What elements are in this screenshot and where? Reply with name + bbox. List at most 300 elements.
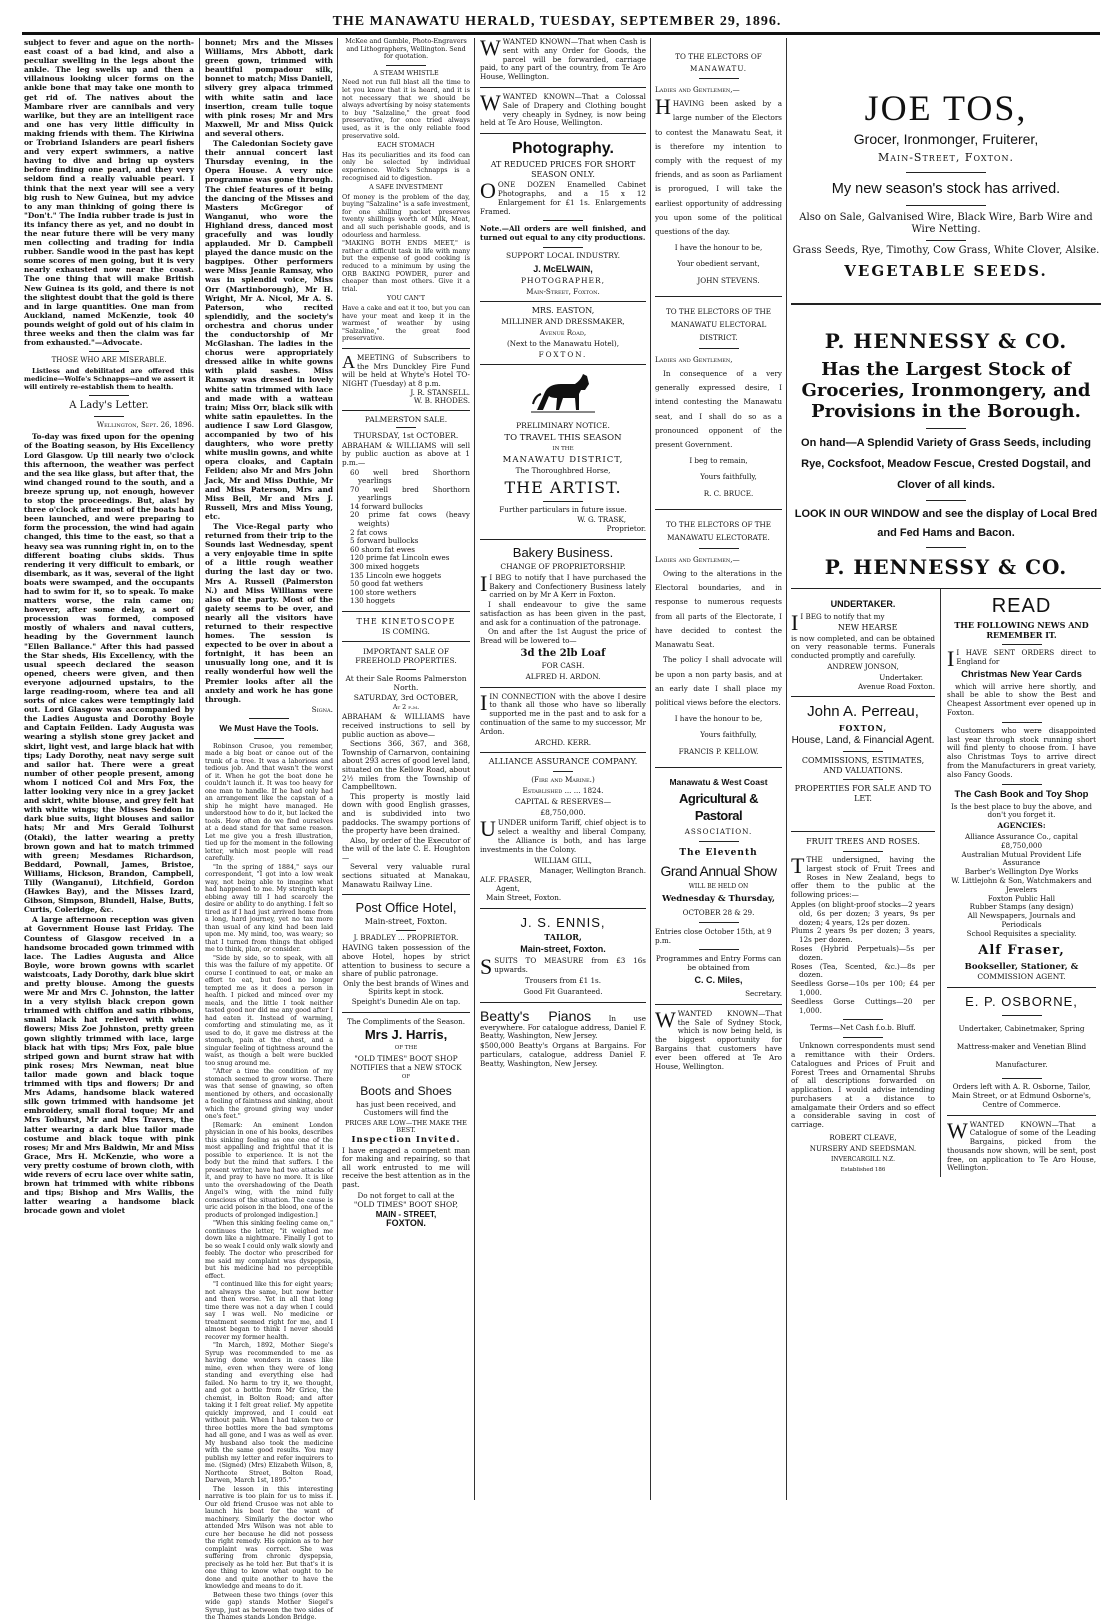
- ad-heading: The Cash Book and Toy Shop: [954, 788, 1089, 800]
- article-heading: A Lady's Letter.: [69, 400, 149, 412]
- separator: [342, 1012, 470, 1013]
- ad-text: WANTED KNOWN—That a Catalogue of some of the Leading Bargains, picked from the thousands now shown, will be sent, post free, on application to Te Aro House, Wellington.: [947, 1119, 1096, 1173]
- ad-text: I shall endeavour to give the same satisfaction as has been given in the past, and ask for a continuation of the patronage.: [480, 600, 646, 627]
- separator: [543, 220, 583, 221]
- list-item: 5 forward bullocks: [350, 536, 419, 546]
- article-text: To-day was fixed upon for the opening of the Boating season, by His Excellency Lord Glasgow. Up till nearly two o'clock this afternoon, the weather was perfect and the sea like glass, but after that, the wind changed round to the south, and a breeze sprung up, not enough, however to stop the proceedings. But, alas! by three o'clock after most of the boats had been launched, and were preparing to form the procession, the wind had again changed, this time to the east, so that a heavy sea was running right in, on to the different boating clubs skids. Thus rendering it very difficult to embark, or disembark, as it was, several of the light boats were swamped, and the occupants had to swim for it, so to speak. To make matters worse, the rain came on; however, after some delay, a sort of procession was formed, composed mostly of whalers and naval cutters, heading by the Government launch "Ellen Ballance." After this had passed the Star sheds, His Excellency, with the usual speech declared the season opened, cheers were given, and then everyone adjourned upstairs, to the large reading-room, where tea and all sorts of nice cakes were temptingly laid out. Lord Glasgow was accompanied by the Ladies Augusta and Dorothy Boyle and Captain Feilden. Lady Augusta was wearing a stylish stone grey jacket and skirt, light vest, and large black hat with tips; Lady Dorothy, neat navy serge suit and sailor hat. There were a great number of other people present, among whom I noticed Col and Mrs Fox, the latter looking very nice in a grey jacket and skirt, white blouse, and grey felt hat with white wings; the Misses Seddon in dark blue suits, light blouses and sailor hats; Mr and Mrs Gerald Tolhurst (Otaki), the latter wearing a pretty brown gown and hat to match trimmed with green; Mesdames Richardson, Beddard, Pownall, James, Bristoe, Williams, Hickson, Brandon, Campbell, Tilly (Wanganui), Litchfield, Gordon (Hawkes Bay), and the Misses Izard, Gibson, Simpson, Blundell, Halse, Butts, Curtis, Coleridge, &c.: [24, 432, 194, 915]
- ad-text: CHANGE OF PROPRIETORSHIP.: [500, 561, 626, 571]
- ad-heading: John A. Perreau,: [807, 703, 919, 721]
- notice-heading: TO THE ELECTORS OF THE MANAWATU ELECTORATE.: [665, 519, 772, 542]
- ad-text: WANTED KNOWN—That when Cash is sent with any Order for Goods, the parcel will be forwarded, carriage paid, to any part of the country, from Te Aro House, Wellington.: [480, 37, 646, 82]
- notice-text: In consequence of a very generally expressed desire, I intend contesting the Manawatu seat, and I shall do so as a pronounced opponent of the present Government.: [655, 369, 782, 450]
- ad-heading: Has the Largest Stock of Groceries, Ironmongery, and Provisions in the Borough.: [801, 359, 1091, 422]
- separator: [791, 303, 1101, 305]
- ad-text: Entries close October 15th, at 9 p.m.: [655, 926, 772, 945]
- ad-text: PRICES ARE LOW—THE MAKE THE BEST.: [345, 1118, 467, 1135]
- ad-heading: Bakery Business.: [512, 544, 614, 560]
- ad-text: SUITS TO MEASURE from £3 16s upwards.: [494, 956, 646, 975]
- separator: [906, 172, 986, 173]
- masthead-rule: [22, 32, 1100, 35]
- ad-text: Main-Street, Foxton.: [878, 151, 1014, 164]
- list-item: 100 store wethers: [350, 587, 417, 597]
- separator: [699, 78, 739, 79]
- ad-heading: THE ARTIST.: [504, 477, 622, 497]
- list-item: 120 prime fat Lincoln ewes: [350, 553, 450, 563]
- ad-heading: The Eleventh: [679, 847, 758, 858]
- signature: Signa.: [311, 704, 333, 714]
- separator: [699, 922, 739, 923]
- list-item: Seedless Gorse Cuttings—20 per 1,000.: [791, 996, 935, 1015]
- ad-heading: P. HENNESSY & CO.: [824, 329, 1068, 353]
- separator: [1002, 1078, 1042, 1079]
- ad-text: Main-Street, Foxton.: [526, 286, 600, 296]
- article-text: "I continued like this for eight years; not always the same, but now better and then worse. Yet in all that long time there was not a day when I could say I was well. No medicine or treatment seemed right for me, and I almost began to think I never should recover my former health.: [205, 1281, 333, 1341]
- signature: Secretary.: [745, 988, 782, 998]
- ad-text: The Thoroughbred Horse,: [515, 465, 611, 475]
- notice-heading: TO THE ELECTORS OF: [675, 52, 762, 61]
- ad-heading: My new season's stock has arrived.: [831, 181, 1061, 197]
- signature: Main Street, Foxton.: [486, 892, 562, 902]
- ad-text: ABRAHAM & WILLIAMS have received instructions to sell by public auction as above—: [342, 712, 470, 739]
- column-rule: [474, 38, 475, 1500]
- article-text: [Remark: An eminent London physician in one of his books, describes this sinking feeling as one one of the most appalling and frightful that it is possible to experience. It is not the body but the mind that suffers. I the present writer, have had two attacks of it, and pray to have no more. It is like unto the overshadowing of the Death Angel's wing, with the mind fully conscious of the situation. The cause is uric acid poison in the blood, one of the products of prolonged indigestion.]: [205, 1121, 333, 1219]
- ad-text: Avenue Road,: [539, 327, 587, 337]
- list-item: 50 good fat wethers: [350, 579, 423, 589]
- ad-text: I BEG to notify that I have purchased the Bakery and Confectionery Business lately carried on by Mr A Kerr in Foxton.: [489, 572, 646, 600]
- separator: [791, 831, 935, 832]
- salutation: Ladies and Gentlemen,—: [655, 554, 740, 564]
- list-item: Barber's Wellington Dye Works: [964, 867, 1079, 877]
- ad-text: I have engaged a competent man for making and repairing, so that all work entrusted to me will receive the best attention as in the past.: [342, 1145, 470, 1189]
- notice-text: I beg to remain,: [689, 456, 748, 466]
- salutation: Ladies and Gentlemen,—: [655, 85, 740, 94]
- separator: [655, 767, 782, 768]
- ad-text: PHOTOGRAPHER,: [520, 275, 606, 285]
- ad-text: Also on Sale, Galvanised Wire, Black Wire, Barb Wire and Wire Netting.: [799, 212, 1093, 235]
- ad-text: McKee and Gamble, Photo-Engravers and Lithographers, Wellington. Send for quotation.: [345, 37, 467, 61]
- ad-text: Sections 366, 367, and 368, Township of Carnarvon, containing about 293 acres of good level land, situated on the Kellow Road, about 2½ miles from the Township of Campbelltown.: [342, 739, 470, 792]
- separator: [89, 351, 129, 352]
- notice-text: Your obedient servant,: [677, 259, 760, 269]
- ad-heading: On hand—A Splendid Variety of Grass Seeds, including Rye, Cocksfoot, Meadow Fescue, Crested Dogstail, and Clover of all kinds.: [801, 437, 1091, 491]
- separator: [926, 428, 966, 429]
- ad-text: FOR CASH.: [541, 661, 585, 671]
- ad-heading: TO TRAVEL THIS SEASON: [504, 433, 622, 444]
- separator: [342, 611, 470, 612]
- list-item: W. Littlejohn & Son, Watchmakers and Jewelers: [951, 875, 1092, 894]
- ad-text: Do not forget to call at the: [357, 1190, 455, 1200]
- ad-text: ABRAHAM & WILLIAMS will sell by public auction as above at 1 p.m.—: [342, 440, 470, 467]
- article-text: The Vice-Regal party who returned from their trip to the Sounds last Wednesday, spent a very enjoyable time in spite of a little rough weather during the last day or two. Mrs A. Russell (Palmerston N.) and Miss Williams were also of the party. Most of the gaiety seems to be over, and nearly all the visitors have returned to their respective homes. The session is expected to be over in about a fortnight, it has been an unusually long one, and it is really wonderful how well the Premier looks after all the anxiety and work he has gone through.: [205, 521, 333, 704]
- ad-text: NOTIFIES that a NEW STOCK: [350, 1063, 462, 1073]
- ad-heading: Alf Fraser,: [978, 942, 1065, 958]
- ad-text: £8,750,000.: [540, 807, 586, 817]
- ad-heading: FRUIT TREES AND ROSES.: [806, 837, 920, 847]
- ad-heading: THE FOLLOWING NEWS AND REMEMBER IT.: [954, 620, 1089, 640]
- column-2: [205, 38, 333, 1622]
- ad-text: Listless and debilitated are offered this medicine—Wolfe's Schnapps—and we assert it will entirely re-establish them to health.: [24, 367, 194, 392]
- separator: [843, 851, 883, 852]
- separator: [480, 687, 646, 688]
- ad-heading: J. S. ENNIS,: [520, 914, 606, 930]
- ad-text: Trousers from £1 1s.: [524, 976, 602, 985]
- article-text: "After a time the condition of my stomach seemed to grow worse. There was that sense of gnawing, so often mentioned by others, and occasionally a feeling of faintness and sinking, about which the ground giving way under one's feet.": [205, 1068, 333, 1121]
- signature: WILLIAM GILL,: [534, 855, 592, 865]
- ad-heading: 3d the 2lb Loaf: [520, 648, 606, 660]
- ad-text: Several very valuable rural sections situated at Manakau, Manawatu Railway Line.: [342, 862, 470, 889]
- signature: ANDREW JONSON,: [827, 661, 899, 671]
- ad-heading: NEW HEARSE: [837, 622, 898, 632]
- column-3: McKee and Gamble, Photo-Engravers and Lithographers, Wellington. Send for quotation. A STEAM WHISTLE Need not run full blast all the time to let you know that it is heard, and it is not necessary that we should be always advertising by noisy statements to buy "Salzaline," the great food preservative, for once tried always used, as it is the only reliable food preservative sold. EACH STOMACH Has its peculiarities and its food can only be selected by individual experience. Wolfe's Schnapps is a recognised aid to digestion. A SAFE INVESTMENT Of money is the problem of the day, buying "Salzaline" is a safe investment, for one shilling packet preserves twenty shillings worth of Milk, Meat, and all such perishable goods, and is odourless and harmless. "MAKING BOTH ENDS MEET," is rather a difficult task in life with many but the expense of good cooking is reduced to a minimum by using the ORB BAKING POWDER, purer and cheaper than most others. Give it a trial. YOU CAN'T Have a cake and eat it too, but you can have your meat and keep it in the warmest of weather by using "Salzaline," the great food preservative. AMEETING of Subscribers to the Mrs Dunckley Fire Fund will be held at Whyte's Hotel TO-NIGHT (Tuesday) at 8 p.m. J. R. STANSELL. W. B. RHODES. PALMERSTON SALE. THURSDAY, 1st OCTOBER. ABRAHAM & WILLIAMS will sell by public auction as above at 1 p.m.— 60 well bred Shorthorn yearlings 70 well bred Shorthorn yearlings 14 forward bullocks 20 prime fat cows (heavy weights) 2 fat cows 5 forward bullocks 60 shorn fat ewes 120 prime fat Lincoln ewes 300 mixed hoggets 135 Lincoln ewe hoggets 50 good fat wethers 100 store wethers 130 hoggets THE KINETOSCOPE IS COMING. IMPORTANT SALE OF FREEHOLD PROPERTIES. At their Sale Rooms Palmerston North. SATURDAY, 3rd OCTOBER, At 2 p.m. ABRAHAM & WILLIAMS have received instructions to sell by public auction as above— Sections 366, 367, and 368, Township of Carnarvon, containing about 293 acres of good level land, situated on the Kellow Road, about 2½ miles from the Township of Campbelltown. This property is mostly laid down with good English grasses, and is subdivided into two paddocks. The swampy portions of the property have been drained. Also, by order of the Executor of the will of the late C. E. Houghton— Several very valuable rural sections situated at Manakau, Manawatu Railway Line. Post Office Hotel, Main-street, Foxton. J. BRADLEY ... PROPRIETOR. HAVING taken possession of the above Hotel, hopes by strict attention to business to secure a share of public patronage. Only the best brands of Wines and Spirits kept in stock. Speight's Dunedin Ale on tap. The Compliments of the Season. Mrs J. Harris, OF THE "OLD TIMES" BOOT SHOP NOTIFIES that a NEW STOCK OF Boots and Shoes has just been received, and Customers will find the PRICES ARE LOW—THE MAKE THE BEST. Inspection Invited. I have engaged a competent man for making and repairing, so that all work entrusted to me will receive the best attention as in the past. Do not forget to call at the "OLD TIMES" BOOT SHOP, MAIN - STREET, FOXTON.: [342, 37, 470, 1229]
- ad-text: Undertaker, Cabinetmaker, Spring Mattress-maker and Venetian Blind Manufacturer.: [956, 1024, 1087, 1070]
- ad-heading: THE KINETOSCOPE: [356, 617, 456, 626]
- ad-text: Terms—Net Cash f.o.b. Bluff.: [810, 1023, 916, 1033]
- separator: [843, 779, 883, 780]
- list-item: Roses (Hybrid Perpetuals)—5s per dozen.: [791, 943, 935, 962]
- signature: JOHN STEVENS.: [697, 275, 760, 285]
- separator: [480, 908, 646, 909]
- separator: [699, 548, 739, 549]
- ad-heading: ASSOCIATION.: [684, 826, 753, 836]
- signature: Established 186: [840, 1167, 886, 1174]
- list-item: 130 hoggets: [350, 596, 395, 606]
- ad-heading: A STEAM WHISTLE: [373, 68, 439, 77]
- signature: C. C. Miles,: [694, 974, 743, 985]
- ad-heading: Grocer, Ironmonger, Fruiterer,: [853, 131, 1039, 147]
- column-rule: [650, 38, 651, 1500]
- notice-heading: TO THE ELECTORS OF THE MANAWATU ELECTORAL DISTRICT.: [665, 306, 772, 342]
- column-5: TO THE ELECTORS OF MANAWATU. Ladies and Gentlemen,— HHAVING been asked by a large number of the Electors to contest the Manawatu Seat, it is therefore my intention to comply with the request of my friends, and as soon as Parliament is prorogued, I will take the earliest opportunity of addressing you upon some of the political questions of the day. I have the honour to be, Your obedient servant, JOHN STEVENS. TO THE ELECTORS OF THE MANAWATU ELECTORAL DISTRICT. Ladies and Gentlemen, In consequence of a very generally expressed desire, I intend contesting the Manawatu seat, and I shall do so as a pronounced opponent of the present Government. I beg to remain, Yours faithfully, R. C. BRUCE. TO THE ELECTORS OF THE MANAWATU ELECTORATE. Ladies and Gentlemen,— Owing to the alterations in the Electoral boundaries, and in response to numerous requests from all parts of the Electorate, I have decided to contest the Manawatu Seat. The policy I shall advocate will be upon a non party basis, and at an early date I shall place my political views before the electors. I have the honour to be, Yours faithfully, FRANCIS P. KELLOW. Manawatu & West Coast Agricultural & Pastoral ASSOCIATION. The Eleventh Grand Annual Show WILL BE HELD ON Wednesday & Thursday, OCTOBER 28 & 29. Entries close October 15th, at 9 p.m. Programmes and Entry Forms can be obtained from C. C. Miles, Secretary. WWANTED KNOWN—That the Sale of Sydney Stock, which is now being held, is the biggest opportunity for Bargains that customers have ever been offered at Te Aro House, Wellington.: [655, 52, 782, 1071]
- article-text: The lesson in this interesting narrative is too plain for us to miss it. Our old friend Crusoe was not able to launch his boat for the want of machinery. Similarly the doctor who attended Mrs Wilson was not able to cure her because he did not possess the right remedy. His opinion as to her complaint was correct. She was suffering from chronic dyspepsia, precisely as he told her. But that's it is one thing to know what ought to be done and quite another to have the knowledge and means to do it.: [205, 1485, 333, 1591]
- separator: [947, 1115, 1096, 1116]
- price-list: [791, 901, 935, 1015]
- separator: [926, 547, 966, 548]
- signature: INVERCARGILL N.Z.: [830, 1155, 896, 1163]
- signature: ARCHD. KERR.: [534, 737, 592, 747]
- ad-heading: MAIN - STREET,: [375, 1209, 437, 1219]
- ad-heading: TAILOR,: [544, 931, 582, 942]
- list-item: Rubber Stamps (any design): [969, 902, 1074, 912]
- ad-text: The Compliments of the Season.: [346, 1016, 466, 1026]
- column-6: [791, 38, 1101, 1500]
- ad-text: MILLINER AND DRESSMAKER,: [501, 317, 625, 327]
- separator: [89, 395, 129, 396]
- ad-heading: J. McELWAIN,: [533, 263, 593, 274]
- ad-text: AT REDUCED PRICES FOR SHORT SEASON ONLY.: [490, 160, 636, 179]
- ad-text: ONE DOZEN Enamelled Cabinet Photographs, and a 15 x 12 Enlargement for £1 1s. Enlargements Framed.: [480, 180, 646, 216]
- ad-heading: Inspection Invited.: [351, 1134, 461, 1145]
- dateline: Wellington, Sept. 26, 1896.: [96, 421, 194, 430]
- signature: ALF. FRASER,: [480, 875, 532, 885]
- horse-icon: [531, 370, 595, 418]
- article-text: "In March, 1892, Mother Siege's Syrup was recommended to me as having done wonders in cases like mine, even when they were of long standing and everything else had failed. No harm to try it, we thought, and got a bottle from Mr Grice, the chemist, in Bolton Road; and after taking it I felt great relief. My appetite quickly improved, and I could eat without pain. When I had taken two or three bottles more the bad symptoms had all gone, and I was as well as ever. My husband also took the medicine with the same good results. You may publish my letter and refer inquirers to me. (Signed) (Mrs) Elizabeth Wilson, 8, Northcote Street, Bolton Road, Darwen, March 1st, 1895.": [205, 1342, 333, 1485]
- separator: [342, 410, 470, 411]
- article-text: subject to fever and ague on the north-east coast of a bad kind, and also a peculiar swelling in the legs about the ankle. The leg swells up and then a villainous looking ulcer forms on the ankle bone that may take one month to get rid of. The natives about the Mambare river are cannibals and very warlike, but they are an intelligent race and one has very little difficulty in making friends with them. The Kiriwina or Trobriand Islanders are pearl fishers and very expert swimmers, a native having to dive and bring up oysters before finding one pearl, and they very seldom find a really valuable pearl. I think that the next year will see a very big rush to New Guinea, but my advice to any man thinking of going there is "Don't." The India rubber trade is just in its infancy there as yet, and no doubt in the near future there will be very many men collecting and trading for india rubber. Sandle wood in the past has kept some scores of men going, but it is very nearly exhausted now near the coast. The one thing that will make British New Guinea is its gold, and there is not the slightest doubt that the gold is there and in large quantities. One man from Auckland, named McKenzie, took 40 pounds weight of gold out of his claim in three weeks and then the claim was far from exhausted."—Advocate.: [24, 38, 194, 348]
- ad-heading: MRS. EASTON,: [531, 306, 595, 316]
- column-6-left: UNDERTAKER. I I BEG to notify that my NEW HEARSE is now completed, and can be obtained on very reasonable terms. Funerals conducted promptly and carefully. ANDREW JONSON, Undertaker. Avenue Road Foxton. John A. Perreau, FOXTON, House, Land, & Financial Agent. COMMISSIONS, ESTIMATES, AND VALUATIONS. PROPERTIES FOR SALE AND TO LET. FRUIT TREES AND ROSES. TTHE undersigned, having the largest stock of Fruit Trees and Roses in New Zealand, begs to offer them to the public at the following prices:— Apples (on blight-proof stocks—2 years old, 6s per dozen; 3 years, 9s per dozen; 4 years, 12s per dozen. Plums 2 years 9s per dozen; 3 years, 12s per dozen. Roses (Hybrid Perpetuals)—5s per dozen. Roses (Tea, Scented, &c.)—8s per dozen. Seedless Gorse—10s per 100; £4 per 1,000. Seedless Gorse Cuttings—20 per 1,000. Terms—Net Cash f.o.b. Bluff. Unknown correspondents must send a remittance with their Orders. Catalogues and Prices of Fruit and Forest Trees and Ornamental Shrubs of all descriptions forwarded on application. I would advise intending purchasers at a distance to amalgamate their Orders and so effect a considerable saving in cost of carriage. ROBERT CLEAVE, NURSERY AND SEEDSMAN. INVERCARGILL N.Z. Established 186: [791, 589, 941, 1177]
- separator: [480, 364, 646, 365]
- ad-text: I BEG to notify that my: [800, 612, 885, 621]
- separator: [94, 416, 124, 417]
- ad-heading: Beatty's Pianos: [480, 1007, 592, 1024]
- list-item: Apples (on blight-proof stocks—2 years old, 6s per dozen; 3 years, 9s per dozen; 4 years, 12s per dozen.: [791, 899, 935, 927]
- article-text: "In the spring of 1884," says our correspondent, "I got into a low weak way, not being able to imagine what had happened to me. My strength kept ebbing away till I had scarcely the desire or ability to do anything. I felt so tired as if I had just arrived home from a long, hard journey, yet no tax more than usual of any kind had been laid upon me. My mind, too, was weary; so that I turned from things that obliged me to think, plan, or consider.: [205, 863, 333, 954]
- ad-heading: AGENCIES:: [997, 821, 1046, 831]
- ad-text: WANTED KNOWN—That the Sale of Sydney Stock, which is now being held, is the biggest opportunity for Bargains that customers have ever been offered at Te Aro House, Wellington.: [655, 1008, 782, 1071]
- ad-heading: ALLIANCE ASSURANCE COMPANY.: [488, 757, 638, 767]
- ad-text: Need not run full blast all the time to let you know that it is heard, and it is not necessary that we should be always advertising by noisy statements to buy "Salzaline," the great food preservative, for once tried always used, as it is the only reliable food preservative sold.: [342, 78, 470, 140]
- column-6-right: READ THE FOLLOWING NEWS AND REMEMBER IT. I I HAVE SENT ORDERS direct to England for Christmas New Year Cards which will arrive here shortly, and shall be able to show the Best and Cheapest Assortment ever opened up in Foxton. Customers who were disappointed last year through stock running short will find plenty to choose from. I have also Christmas Toys to arrive direct from the Manufacturers in great variety, also Fancy Goods. The Cash Book and Toy Shop Is the best place to buy the above, and don't you forget it. AGENCIES: Alliance Assurance Co., capital £8,750,000 Australian Mutual Provident Life Assurance Barber's Wellington Dye Works W. Littlejohn & Son, Watchmakers and Jewelers Foxton Public Hall Rubber Stamps (any design) All Newspapers, Journals and Periodicals School Requisites a speciality. Alf Fraser, Bookseller, Stationer, & COMMISSION AGENT. E. P. OSBORNE, Undertaker, Cabinetmaker, Spring Mattress-maker and Venetian Blind Manufacturer. Orders left with A. R. Osborne, Tailor, Main Street, or at Edmund Osborne's, Centre of Commerce. WWANTED KNOWN—That a Catalogue of some of the Leading Bargains, picked from the thousands now shown, will be sent, post free, on application to Te Aro House, Wellington.: [947, 595, 1096, 1173]
- signature: J. R. STANSELL.: [410, 388, 470, 398]
- separator: [480, 133, 646, 134]
- separator: [342, 641, 470, 642]
- separator: [396, 427, 416, 428]
- list-item: 60 shorn fat ewes: [350, 544, 415, 554]
- separator: [1002, 784, 1042, 785]
- masthead-title: THE MANAWATU HERALD, TUESDAY, SEPTEMBER 29, 1896.: [332, 14, 782, 29]
- list-item: 70 well bred Shorthorn yearlings: [350, 484, 470, 503]
- ad-text: J. BRADLEY ... PROPRIETOR.: [353, 933, 459, 942]
- ad-text: WANTED KNOWN—That a Colossal Sale of Drapery and Clothing bought very cheaply in Sydney, is now being held at Te Aro House, Wellington.: [480, 91, 646, 128]
- ad-text: CAPITAL & RESERVES—: [514, 796, 612, 806]
- ad-text: Of money is the problem of the day, buying "Salzaline" is a safe investment, for one shilling packet preserves twenty shillings worth of Milk, Meat, and all such perishable goods, and is odourless and harmless.: [342, 192, 470, 239]
- ad-text: Speight's Dunedin Ale on tap.: [351, 997, 461, 1006]
- notice-text: The policy I shall advocate will be upon a non party basis, and at an early date I shall place my political views before the electors.: [655, 655, 782, 707]
- ad-text: IN CONNECTION with the above I desire to thank all those who have so liberally supported me in the past and to ask for a continuation of the same to my successor, Mr Ardon.: [480, 691, 646, 736]
- separator: [947, 987, 1096, 988]
- separator: [655, 509, 782, 510]
- ad-heading: LOOK IN OUR WINDOW and see the display of Local Bred and Fed Hams and Bacon.: [794, 508, 1098, 539]
- list-item: Foxton Public Hall: [987, 893, 1056, 903]
- ad-text: Further particulars in future issue.: [499, 504, 627, 514]
- ad-text: WILL BE HELD ON: [688, 882, 749, 890]
- ad-text: In use everywhere. For catalogue address, Daniel F. Beatty, Washington, New Jersey.: [480, 1013, 646, 1041]
- separator: [543, 247, 583, 248]
- list-item: 300 mixed hoggets: [350, 562, 420, 572]
- list-item: 135 Lincoln ewe hoggets: [350, 570, 442, 580]
- separator: [396, 669, 416, 670]
- list-item: Australian Mutual Provident Life Assurance: [961, 849, 1082, 868]
- ad-text: Grass Seeds, Rye, Timothy, Cow Grass, White Clover, Alsike.: [792, 245, 1100, 256]
- column-rule: [337, 38, 338, 1500]
- ad-heading: Post Office Hotel,: [355, 900, 457, 916]
- article-text: A large afternoon reception was given at Government House last Friday. The Countess of Glasgow received in a handsome brocaded gown trimmed with lace. The Ladies Augusta and Alice Boyle, wore brown gowns with scarlet waistcoats, Lady Dorothy, dark blue skirt and pretty blouse. Among the guests were Mr and Mrs C. Johnston, the latter in a very stylish black crepon gown trimmed with chiffon and satin ribbons, small black hat relieved with white flowers; Miss Zoe Johnston, pretty green gown slightly trimmed with lace, large black hat with tips; Mrs Fox, pale blue striped gown and burnt straw hat with pink roses; Mrs Newman, neat blue tailor made gown and black toque trimmed with tips and flowers; Dr and Mrs Adams, handsome black watered silk gown trimmed with handsome jet embroidery, small floral toque; Mr and Mrs Tolhurst, Mr and Mrs Travers, the latter wearing a dark blue tailor made costume and black toque with pink roses; Mr and Mrs Baldwin, Mr and Miss Grace, Mrs H. McKenzie, who wore a very pretty costume of brown cloth, with wide revers of ecru lace over white satin, brown hat trimmed with white ribbons and tips; Bishop and Mrs Wallis, the latter wearing a handsome black brocade gown and violet: [24, 915, 194, 1216]
- ad-heading: Grand Annual Show: [660, 862, 777, 879]
- ad-text: PRELIMINARY NOTICE.: [516, 421, 610, 431]
- separator: [249, 718, 289, 719]
- ad-heading: Manawatu & West Coast: [669, 776, 768, 787]
- signature: ALFRED H. ARDON.: [525, 671, 601, 681]
- ad-text: Good Fit Guaranteed.: [523, 986, 603, 996]
- signature: FRANCIS P. KELLOW.: [678, 746, 759, 756]
- ad-heading: IMPORTANT SALE OF FREEHOLD PROPERTIES.: [355, 647, 457, 666]
- separator: [655, 1004, 782, 1005]
- signature: Manager, Wellington Branch.: [539, 866, 646, 876]
- notice-text: Owing to the alterations in the Electoral boundaries, and in response to numerous requests from all parts of the Electorate, I have decided to contest the Manawatu Seat.: [655, 569, 782, 650]
- signature: W. G. TRASK,: [577, 515, 626, 525]
- ad-heading: UNDERTAKER.: [830, 599, 896, 609]
- notice-text: Yours faithfully,: [700, 730, 757, 740]
- separator: [1002, 722, 1042, 723]
- separator: [386, 65, 426, 66]
- list-item: Roses (Tea, Scented, &c.)—8s per dozen.: [791, 961, 935, 980]
- column-1: [24, 38, 194, 1500]
- signature: NURSERY AND SEEDSMAN.: [809, 1143, 917, 1153]
- article-text: The Caledonian Society gave their annual concert last Thursday evening, in the Opera House. A very nice programme was gone through. The chief features of it being the dancing of the Misses and Masters McGregor of Wanganui, who wore the Highland dress, danced most gracefully and was loudly applauded. Mr D. Campbell played the dance music on the bagpipes. Other performers were Miss Jeanie Ramsay, who was in splendid voice, Miss Orr (Martinborough), Mr H. Wright, Mr A. Nicol, Mr A. S. Paterson, who recited splendidly, and the society's orchestra and chorus under the conductorship of Mr McGlashan. The ladies in the chorus were appropriately dressed alike in white gowns with plaid sashes. Miss Ramsay was dressed in lovely white satin trimmed with lace and made with a watteau train; Miss Orr, black silk with white satin epaulettes. In the audience I saw Lord Glasgow, accompanied by two of his daughters, who wore pretty white muslin gowns, and white opera cloaks, and Captain Feilden; also Mr and Mrs John Jack, Mr and Miss Duthie, Mr and Miss Paterson, Mrs and Miss Bell, Mr and Mrs J. Russell, Mrs and Miss Young, etc.: [205, 139, 333, 521]
- separator: [480, 87, 646, 88]
- signature: Undertaker.: [879, 672, 923, 682]
- article-heading: We Must Have the Tools.: [219, 722, 319, 733]
- ad-text: At 2 p.m.: [392, 702, 420, 711]
- ad-heading: IS COMING.: [382, 626, 430, 636]
- ad-text: At their Sale Rooms Palmerston North.: [345, 674, 467, 693]
- separator: [699, 949, 739, 950]
- separator: [254, 738, 284, 739]
- list-item: Plums 2 years 9s per dozen; 3 years, 12s per dozen.: [791, 926, 935, 945]
- ad-text: Note.—All orders are well finished, and turned out equal to any city productions.: [480, 224, 646, 243]
- notice-text: HAVING been asked by a large number of the Electors to contest the Manawatu Seat, it is therefore my intention to comply with the request of my friends, and as soon as Parliament is prorogued, I will take the earliest opportunity of addressing you upon some of the political questions of the day.: [655, 99, 782, 237]
- ad-heading: P. HENNESSY & CO.: [824, 555, 1068, 579]
- ad-text: On and after the 1st August the price of Bread will be lowered to—: [480, 627, 646, 646]
- list-item: School Requisites a speciality.: [966, 928, 1077, 938]
- livestock-list: [350, 469, 470, 607]
- ad-text: Unknown correspondents must send a remittance with their Orders. Catalogues and Prices of Fruit and Forest Trees and Ornamental Shrubs of all descriptions forwarded on application. I would advise intending purchasers at a distance to amalgamate their Orders and so effect a considerable saving in cost of carriage.: [791, 1041, 935, 1130]
- ad-text: OF: [401, 1073, 411, 1080]
- ad-heading: READ: [991, 595, 1052, 617]
- ad-text: Established ... ... 1824.: [522, 786, 604, 796]
- ad-text: which will arrive here shortly, and shall be able to show the Best and Cheapest Assortment ever opened up in Foxton.: [947, 681, 1096, 717]
- ad-text: This property is mostly laid down with good English grasses, and is subdivided into two paddocks. The swampy portions of the property have been drained.: [342, 791, 470, 836]
- ad-text: COMMISSION AGENT.: [977, 972, 1066, 982]
- signature: ROBERT CLEAVE,: [829, 1133, 897, 1143]
- ad-text: Is the best place to buy the above, and don't you forget it.: [950, 801, 1093, 820]
- ad-text: Main-street, Foxton.: [364, 917, 448, 927]
- separator: [926, 240, 966, 241]
- column-rule: [199, 38, 200, 1500]
- ad-text: Customers who were disappointed last year through stock running short will find plenty to choose from. I have also Christmas Toys to arrive direct from the Manufacturers in great variety, also Fancy Goods.: [947, 725, 1096, 779]
- separator: [843, 1037, 883, 1038]
- ad-heading: Boots and Shoes: [360, 1083, 452, 1098]
- ad-text: IN THE: [552, 446, 574, 453]
- column-4: WWANTED KNOWN—That when Cash is sent with any Order for Goods, the parcel will be forwarded, carriage paid, to any part of the country, from Te Aro House, Wellington. WWANTED KNOWN—That a Colossal Sale of Drapery and Clothing bought very cheaply in Sydney, is now being held at Te Aro House, Wellington. Photography. AT REDUCED PRICES FOR SHORT SEASON ONLY. OONE DOZEN Enamelled Cabinet Photographs, and a 15 x 12 Enlargement for £1 1s. Enlargements Framed. Note.—All orders are well finished, and turned out equal to any city productions. SUPPORT LOCAL INDUSTRY. J. McELWAIN, PHOTOGRAPHER, Main-Street, Foxton. MRS. EASTON, MILLINER AND DRESSMAKER, Avenue Road, (Next to the Manawatu Hotel), FOXTON. PRELIMINARY NOTICE. TO TRAVEL THIS SEASON IN THE MANAWATU DISTRICT, The Thoroughbred Horse, THE ARTIST. Further particulars in future issue. W. G. TRASK, Proprietor. Bakery Business. CHANGE OF PROPRIETORSHIP. I I BEG to notify that I have purchased the Bakery and Confectionery Business lately carried on by Mr A Kerr in Foxton. I shall endeavour to give the same satisfaction as has been given in the past, and ask for a continuation of the patronage. On and after the 1st August the price of Bread will be lowered to— 3d the 2lb Loaf FOR CASH. ALFRED H. ARDON. IIN CONNECTION with the above I desire to thank all those who have so liberally supported me in the past and to ask for a continuation of the same to my successor, Mr Ardon. ARCHD. KERR. ALLIANCE ASSURANCE COMPANY. (Fire and Marine.) Established ... ... 1824. CAPITAL & RESERVES— £8,750,000. UUNDER uniform Tariff, chief object is to select a wealthy and liberal Company, the Alliance is both, and has large investments in the Colony. WILLIAM GILL, Manager, Wellington Branch. ALF. FRASER, Agent, Main Street, Foxton. J. S. ENNIS, TAILOR, Main-street, Foxton. SSUITS TO MEASURE from £3 16s upwards. Trousers from £1 1s. Good Fit Guaranteed. Beatty's Pianos In use everywhere. For catalogue address, Daniel F. Beatty, Washington, New Jersey. $500,000 Beatty's Organs at Bargains. For particulars, catalogue, address Daniel F. Beatty, Washington, New Jersey.: [480, 35, 646, 1068]
- ad-heading: EACH STOMACH: [377, 141, 435, 150]
- ad-text: THE undersigned, having the largest stock of Fruit Trees and Roses in New Zealand, begs to offer them to the public at the following prices:—: [791, 854, 935, 900]
- ad-text: $500,000 Beatty's Organs at Bargains. For particulars, catalogue, address Daniel F. Beatty, Washington, New Jersey.: [480, 1041, 646, 1068]
- ad-text: MEETING of Subscribers to the Mrs Dunckley Fire Fund will be held at Whyte's Hotel TO-NIGHT (Tuesday) at 8 p.m.: [342, 352, 470, 388]
- signature: R. C. BRUCE.: [703, 488, 754, 498]
- separator: [1002, 644, 1042, 645]
- signature: Agent,: [496, 884, 520, 894]
- ad-text: UNDER uniform Tariff, chief object is to select a wealthy and liberal Company, the Alliance is both, and has large investments in the Colony.: [480, 818, 646, 854]
- signature: W. B. RHODES.: [413, 395, 470, 405]
- notice-heading: MANAWATU.: [689, 64, 748, 73]
- ad-heading: VEGETABLE SEEDS.: [844, 262, 1048, 280]
- list-item: 2 fat cows: [350, 527, 388, 537]
- separator: [342, 348, 470, 349]
- signature: Proprietor.: [606, 524, 646, 534]
- separator: [699, 841, 739, 842]
- separator: [843, 751, 883, 752]
- separator: [926, 500, 966, 501]
- ad-text: OF THE: [394, 1045, 418, 1052]
- separator: [480, 752, 646, 753]
- ad-heading: THOSE WHO ARE MISERABLE.: [51, 356, 167, 365]
- ad-heading: Wednesday & Thursday,: [661, 893, 776, 904]
- ad-text: Only the best brands of Wines and Spirits kept in stock.: [343, 978, 469, 997]
- agencies-list: [947, 833, 1096, 939]
- separator: [906, 205, 986, 206]
- ad-text: Programmes and Entry Forms can be obtained from: [655, 953, 782, 972]
- ad-heading: FOXTON,: [838, 723, 888, 734]
- ad-heading: E. P. OSBORNE,: [965, 994, 1078, 1010]
- ad-text: (Fire and Marine.): [531, 775, 595, 785]
- list-item: 20 prime fat cows (heavy weights): [350, 510, 470, 529]
- ad-heading: Photography.: [512, 140, 614, 158]
- ad-heading: A SAFE INVESTMENT: [369, 183, 443, 192]
- separator: [791, 696, 935, 697]
- separator: [480, 1002, 646, 1003]
- salutation: Ladies and Gentlemen,: [655, 354, 733, 364]
- article-text: Between these two things (over this wide gap) stands Mother Siegel's Syrup, just as between the two sides of the Thames stands London Bridge.: [205, 1591, 333, 1622]
- ad-text: Has its peculiarities and its food can only be selected by individual experience. Wolfe's Schnapps is a recognised aid to digestion.: [342, 150, 470, 182]
- ad-heading: Christmas New Year Cards: [961, 668, 1082, 680]
- ad-text: Have a cake and eat it too, but you can have your meat and keep it in the warmest of weather by using "Salzaline," the great food preservative.: [342, 304, 470, 343]
- separator: [553, 771, 573, 772]
- ad-heading: PALMERSTON SALE.: [364, 414, 448, 424]
- column-rule: [786, 38, 787, 1500]
- notice-text: I have the honour to be,: [674, 243, 763, 253]
- article-text: Robinson Crusoe, you remember, made a big boat or canoe out of the trunk of a tree. It was a laborious and tedious job. And that wasn't the worst of it. When he got the boat done he couldn't launch it. It was too heavy for one man to handle. If he had only had an arrangement like the capstan of a ship he might have managed. He understood how to do it, but lacked the tools. How often do we find ourselves at a dead stand for that same reason. Let me give you a fresh illustration, tied up for the moment in the following letter, which most people will read carefully.: [205, 742, 333, 863]
- list-item: Alliance Assurance Co., capital £8,750,000: [965, 831, 1078, 850]
- ad-text: I HAVE SENT ORDERS direct to England for: [956, 648, 1096, 666]
- separator: [480, 301, 646, 302]
- ad-heading: Agricultural & Pastoral: [679, 790, 758, 823]
- ad-heading: YOU CAN'T: [387, 294, 425, 303]
- separator: [699, 348, 739, 349]
- ad-heading: Mrs J. Harris,: [364, 1027, 448, 1043]
- ad-heading: Main-street, Foxton.: [520, 944, 606, 955]
- separator: [480, 539, 646, 540]
- list-item: All Newspapers, Journals and Periodicals: [967, 911, 1076, 929]
- ad-text: HAVING taken possession of the above Hotel, hopes by strict attention to business to secure a share of public patronage.: [342, 943, 470, 979]
- separator: [543, 501, 583, 502]
- notice-text: Yours faithfully,: [700, 472, 757, 482]
- list-item: 60 well bred Shorthorn yearlings: [350, 467, 470, 486]
- notice-text: I have the honour to be,: [674, 714, 763, 724]
- list-item: 14 forward bullocks: [350, 501, 423, 511]
- ad-text: Orders left with A. R. Osborne, Tailor, Main Street, or at Edmund Osborne's, Centre of Commerce.: [951, 1082, 1092, 1109]
- ad-text: has just been received, and Customers will find the: [356, 1099, 456, 1118]
- ad-text: Also, by order of the Executor of the will of the late C. E. Houghton—: [342, 835, 470, 862]
- article-text: "When this sinking feeling came on," continues the letter, "it weighed me down like a nightmare. Finally I got to be so weak I could only walk slowly and feebly. The doctor who prescribed for me said my complaint was dyspepsia, but his medicine had no perceptible effect.: [205, 1220, 333, 1280]
- ad-text: "MAKING BOTH ENDS MEET," is rather a difficult task in life with many but the expense of good cooking is reduced to a minimum by using the ORB BAKING POWDER, purer and cheaper than most others. Give it a trial.: [342, 239, 470, 293]
- ad-text: PROPERTIES FOR SALE AND TO LET.: [794, 784, 932, 803]
- ad-heading: SATURDAY, 3rd OCTOBER,: [353, 693, 459, 703]
- ad-heading: "OLD TIMES" BOOT SHOP,: [353, 1200, 459, 1210]
- separator: [655, 296, 782, 297]
- ad-heading: "OLD TIMES" BOOT SHOP: [354, 1053, 458, 1063]
- separator: [396, 930, 416, 931]
- separator: [1002, 1015, 1042, 1016]
- ad-heading: Bookseller, Stationer, &: [964, 961, 1079, 972]
- ad-heading: MANAWATU DISTRICT,: [502, 454, 624, 465]
- separator: [342, 894, 470, 895]
- ad-heading: FOXTON.: [386, 1218, 426, 1229]
- article-text: bonnet; Mrs and the Misses Williams, Mrs Abbott, dark green gown, trimmed with beautiful pompadour silk, bonnet to match; Miss Daniell, silvery grey alpaca trimmed with white satin and lace insertion, cream tulle toque with pink roses; Mr and Mrs Maxwell, Mr and Miss Quick and several others.: [205, 38, 333, 138]
- ad-text: COMMISSIONS, ESTIMATES, AND VALUATIONS.: [801, 756, 925, 775]
- masthead: [0, 0, 1114, 36]
- ad-heading: JOE TOS,: [864, 88, 1028, 128]
